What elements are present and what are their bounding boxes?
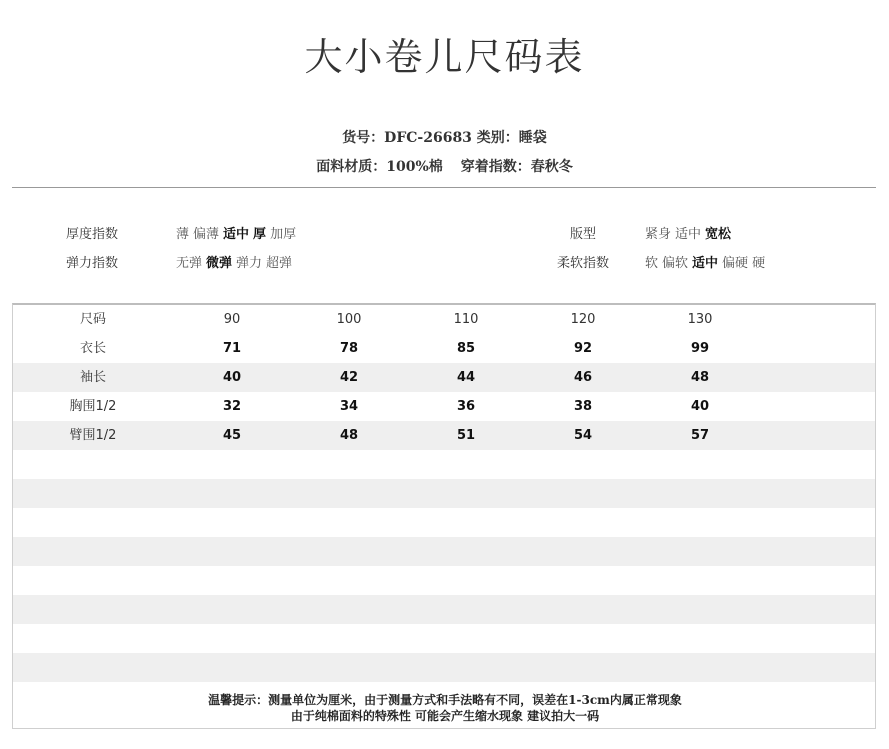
table-cell: 54 xyxy=(573,428,593,443)
attr-label-elasticity: 弹力指数 xyxy=(66,256,119,271)
attr-option: 紧身 xyxy=(645,227,672,242)
table-cell: 130 xyxy=(687,312,713,327)
attr-option: 厚 xyxy=(253,227,267,242)
attr-option: 弹力 xyxy=(236,256,263,271)
table-cell: 34 xyxy=(339,399,359,414)
attr-option: 微弹 xyxy=(206,256,233,271)
table-cell: 44 xyxy=(456,370,476,385)
attr-option: 适中 xyxy=(223,227,250,242)
table-row xyxy=(13,595,875,624)
attr-label-thickness: 厚度指数 xyxy=(66,227,119,242)
row-label-cell: 臂围1/2 xyxy=(69,428,117,443)
table-row xyxy=(13,392,875,421)
attr-values-softness xyxy=(645,252,769,271)
table-cell: 40 xyxy=(222,370,242,385)
table-cell: 120 xyxy=(570,312,596,327)
material-info-line xyxy=(0,156,889,176)
attr-option: 宽松 xyxy=(705,227,732,242)
page-title: 大小卷儿尺码表 xyxy=(304,35,585,79)
note-line-2: 由于纯棉面料的特殊性 可能会产生缩水现象 建议拍大一码 xyxy=(290,709,600,723)
table-cell: 38 xyxy=(573,399,593,414)
attr-option: 无弹 xyxy=(176,256,203,271)
row-label-cell: 袖长 xyxy=(79,370,106,385)
table-row xyxy=(13,363,875,392)
table-row xyxy=(13,421,875,450)
season-text: 穿着指数：春秋冬 xyxy=(460,159,573,175)
size-table xyxy=(12,303,876,729)
table-cell: 42 xyxy=(339,370,359,385)
attr-option: 偏硬 xyxy=(722,256,749,271)
attr-label-softness: 柔软指数 xyxy=(557,256,610,271)
table-row xyxy=(13,624,875,653)
attr-values-elasticity xyxy=(176,252,296,271)
attr-option: 偏软 xyxy=(662,256,689,271)
table-cell: 71 xyxy=(222,341,242,356)
table-cell: 46 xyxy=(573,370,593,385)
table-row xyxy=(13,653,875,682)
material-text: 面料材质：100%棉 xyxy=(316,159,443,175)
table-cell: 48 xyxy=(339,428,359,443)
attr-option: 偏薄 xyxy=(193,227,220,242)
table-row xyxy=(13,479,875,508)
table-cell: 57 xyxy=(690,428,710,443)
note-line-1: 温馨提示：测量单位为厘米，由于测量方式和手法略有不同，误差在1-3cm内属正常现象 xyxy=(208,693,682,707)
divider xyxy=(12,187,876,188)
table-cell: 78 xyxy=(339,341,359,356)
table-row xyxy=(13,537,875,566)
attr-option: 适中 xyxy=(675,227,702,242)
table-cell: 48 xyxy=(690,370,710,385)
attr-option: 超弹 xyxy=(266,256,293,271)
table-row xyxy=(13,508,875,537)
table-cell: 99 xyxy=(690,341,710,356)
table-row xyxy=(13,450,875,479)
table-header-row xyxy=(13,305,875,334)
attr-option: 适中 xyxy=(692,256,719,271)
attr-values-fit xyxy=(645,223,735,242)
table-row xyxy=(13,566,875,595)
product-info-line: 货号：DFC-26683 类别：睡袋 xyxy=(342,130,547,146)
row-label-cell: 尺码 xyxy=(79,312,106,327)
attr-option: 软 xyxy=(645,256,659,271)
table-row xyxy=(13,334,875,363)
table-cell: 40 xyxy=(690,399,710,414)
table-cell: 110 xyxy=(453,312,479,327)
table-cell: 45 xyxy=(222,428,242,443)
attr-option: 硬 xyxy=(752,256,766,271)
attr-label-fit: 版型 xyxy=(570,227,597,242)
table-cell: 51 xyxy=(456,428,476,443)
row-label-cell: 胸围1/2 xyxy=(69,399,117,414)
attr-option: 薄 xyxy=(176,227,190,242)
table-cell: 100 xyxy=(336,312,362,327)
attr-values-thickness xyxy=(176,223,300,242)
attr-option: 加厚 xyxy=(270,227,297,242)
table-cell: 90 xyxy=(223,312,241,327)
table-cell: 92 xyxy=(573,341,593,356)
table-cell: 32 xyxy=(222,399,242,414)
table-cell: 85 xyxy=(456,341,476,356)
table-cell: 36 xyxy=(456,399,476,414)
row-label-cell: 衣长 xyxy=(79,341,106,356)
